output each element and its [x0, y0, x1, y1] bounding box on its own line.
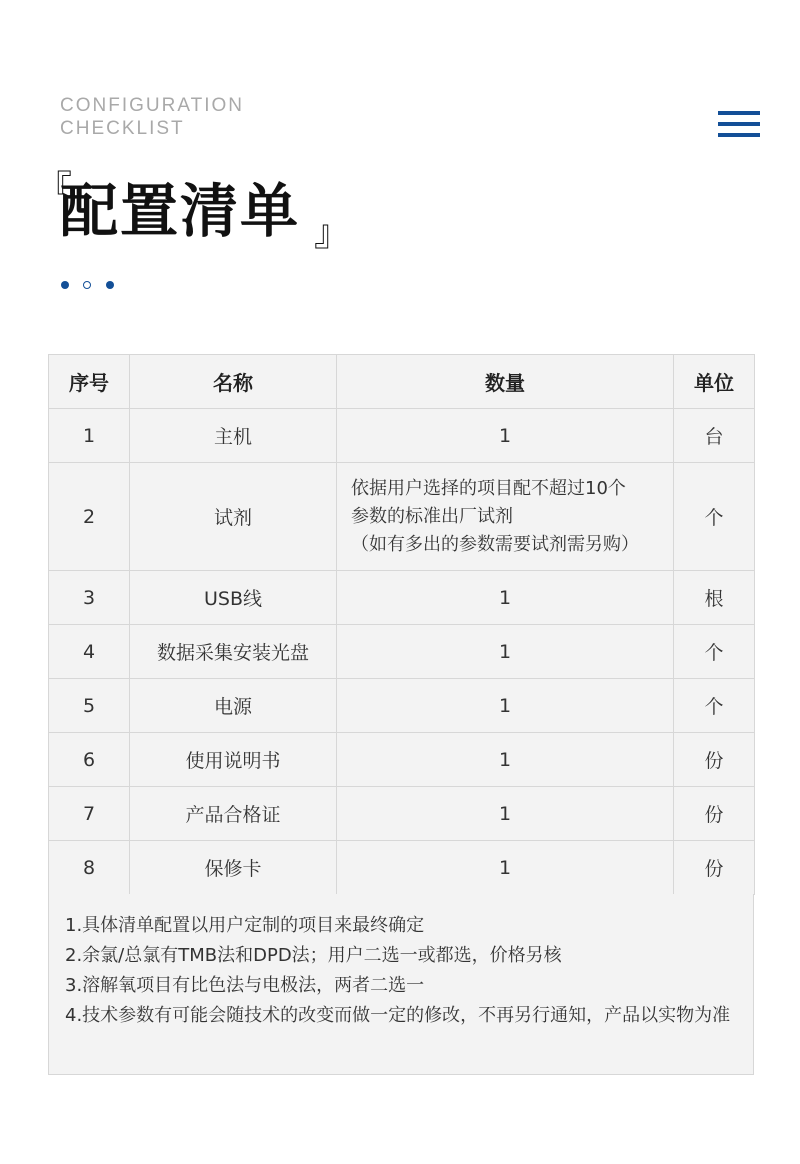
cell-no: 4 [49, 625, 130, 679]
table-row [49, 733, 755, 787]
cell-name: 保修卡 [130, 841, 337, 895]
cell-qty: 1 [337, 841, 674, 895]
table-row [49, 679, 755, 733]
subtitle-line-1: CONFIGURATION [60, 95, 244, 116]
page-title: 配置清单 [60, 177, 301, 245]
header-no: 序号 [49, 355, 130, 409]
cell-unit: 个 [674, 625, 755, 679]
cell-unit: 份 [674, 733, 755, 787]
table-row [49, 409, 755, 463]
cell-name: 使用说明书 [130, 733, 337, 787]
cell-name: 电源 [130, 679, 337, 733]
cell-unit: 个 [674, 679, 755, 733]
dot-filled-icon [106, 281, 114, 289]
cell-unit: 根 [674, 571, 755, 625]
note-item: 4.技术参数有可能会随技术的改变而做一定的修改，不再另行通知，产品以实物为准 [65, 1005, 731, 1026]
dot-filled-icon [61, 281, 69, 289]
cell-qty: 1 [337, 625, 674, 679]
cell-qty: 1 [337, 571, 674, 625]
cell-qty: 1 [337, 733, 674, 787]
cell-no: 1 [49, 409, 130, 463]
header-unit: 单位 [674, 355, 755, 409]
cell-name: 产品合格证 [130, 787, 337, 841]
note-item: 3.溶解氧项目有比色法与电极法，两者二选一 [65, 975, 425, 996]
cell-qty: 1 [337, 787, 674, 841]
cell-name: 数据采集安装光盘 [130, 625, 337, 679]
subtitle [60, 94, 244, 140]
header-name: 名称 [130, 355, 337, 409]
cell-name: 试剂 [130, 463, 337, 571]
table-header-row [49, 355, 755, 409]
cell-qty-line: （如有多出的参数需要试剂需另购） [351, 533, 639, 555]
cell-qty: 1 [337, 409, 674, 463]
cell-unit: 个 [674, 463, 755, 571]
cell-no: 3 [49, 571, 130, 625]
cell-no: 2 [49, 463, 130, 571]
table-row [49, 841, 755, 895]
header-qty: 数量 [337, 355, 674, 409]
cell-unit: 份 [674, 787, 755, 841]
menu-icon[interactable] [718, 111, 760, 137]
cell-no: 8 [49, 841, 130, 895]
cell-qty-line: 依据用户选择的项目配不超过10个 [351, 477, 626, 499]
dot-outline-icon [83, 281, 91, 289]
cell-no: 5 [49, 679, 130, 733]
cell-name: 主机 [130, 409, 337, 463]
table-row [49, 787, 755, 841]
table-row [49, 463, 755, 571]
cell-qty-line: 参数的标准出厂试剂 [351, 505, 513, 527]
bracket-right: 』 [314, 213, 351, 254]
cell-qty: 1 [337, 679, 674, 733]
cell-name: USB线 [130, 571, 337, 625]
cell-unit: 份 [674, 841, 755, 895]
notes-box [48, 894, 754, 1075]
note-item: 1.具体清单配置以用户定制的项目来最终确定 [65, 915, 425, 936]
cell-no: 6 [49, 733, 130, 787]
cell-unit: 台 [674, 409, 755, 463]
decorative-dots [61, 281, 121, 291]
config-table [48, 354, 755, 895]
note-item: 2.余氯/总氯有TMB法和DPD法；用户二选一或都选，价格另核 [65, 945, 562, 966]
bracket-left: 『 [36, 169, 73, 210]
subtitle-line-2: CHECKLIST [60, 118, 185, 139]
table-row [49, 571, 755, 625]
cell-no: 7 [49, 787, 130, 841]
table-row [49, 625, 755, 679]
cell-qty [337, 463, 674, 571]
